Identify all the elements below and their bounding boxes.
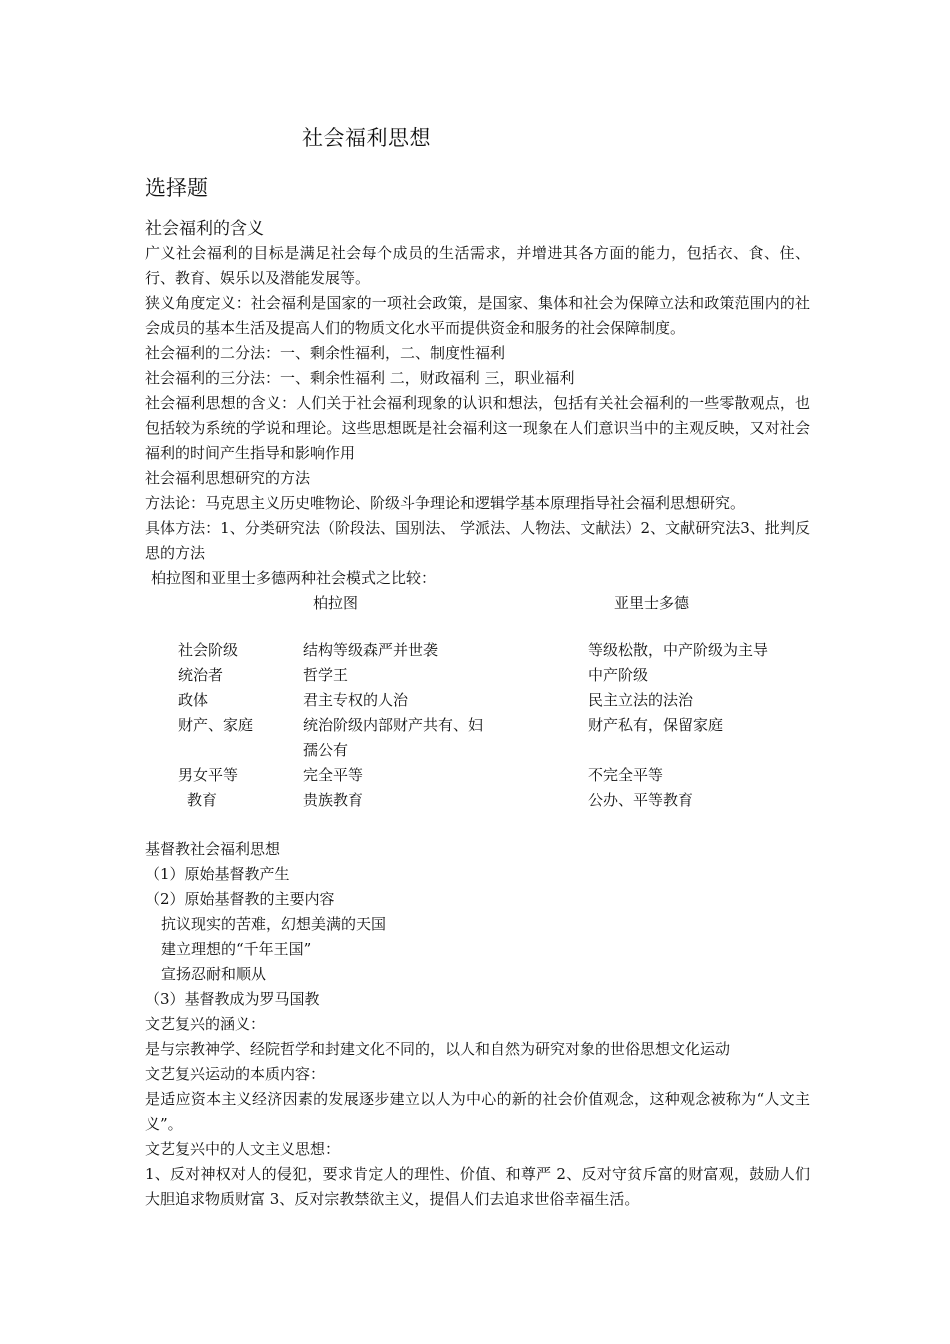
- aristotle-cell: 财产私有，保留家庭: [588, 716, 724, 734]
- document-title: 社会福利思想: [302, 126, 431, 150]
- table-row: [0, 663, 950, 688]
- plato-cell: 君主专权的人治: [303, 691, 409, 709]
- comparison-header-aristotle: 亚里士多德: [614, 594, 690, 612]
- paragraph: 社会福利的三分法：一、剩余性福利 二，财政福利 三，职业福利: [145, 369, 575, 387]
- plato-cell: 结构等级森严并世袭: [303, 641, 439, 659]
- plato-cell: 完全平等: [303, 766, 364, 784]
- comparison-header-plato: 柏拉图: [313, 594, 359, 612]
- aristotle-cell: 中产阶级: [588, 666, 649, 684]
- row-label: 统治者: [178, 666, 224, 684]
- section-heading: 选择题: [145, 176, 208, 200]
- row-label: 男女平等: [178, 766, 239, 784]
- paragraph: 1、反对神权对人的侵犯，要求肯定人的理性、价值、和尊严 2、反对守贫斥富的财富观，鼓励人们大胆追求物质财富 3、反对宗教禁欲主义，提倡人们去追求世俗幸福生活。: [145, 1165, 810, 1208]
- paragraph: 柏拉图和亚里士多德两种社会模式之比较：: [151, 569, 437, 587]
- body-section-2: [145, 837, 810, 1212]
- table-row: [0, 763, 950, 788]
- comparison-table: [0, 638, 950, 813]
- list-item: （2）原始基督教的主要内容: [145, 890, 335, 908]
- list-item: （1）原始基督教产生: [145, 865, 290, 883]
- paragraph: 文艺复兴的涵义：: [145, 1015, 266, 1033]
- paragraph: 是与宗教神学、经院哲学和封建文化不同的，以人和自然为研究对象的世俗思想文化运动: [145, 1040, 731, 1058]
- paragraph: 具体方法：1、分类研究法（阶段法、国别法、 学派法、人物法、文献法）2、文献研究法3、批判反思的方法: [145, 519, 810, 562]
- aristotle-cell: 等级松散，中产阶级为主导: [588, 641, 769, 659]
- paragraph: 方法论：马克思主义历史唯物论、阶级斗争理论和逻辑学基本原理指导社会福利思想研究。: [145, 494, 746, 512]
- list-item: （3）基督教成为罗马国教: [145, 990, 320, 1008]
- table-row: [0, 638, 950, 663]
- row-label: 财产、家庭: [178, 716, 254, 734]
- paragraph: 狭义角度定义：社会福利是国家的一项社会政策，是国家、集体和社会为保障立法和政策范围内的社会成员的基本生活及提高人们的物质文化水平而提供资金和服务的社会保障制度。: [145, 294, 810, 337]
- list-item: 建立理想的“千年王国”: [161, 940, 312, 958]
- row-label: 社会阶级: [178, 641, 239, 659]
- list-item: 宣扬忍耐和顺从: [161, 965, 267, 983]
- body-section-1: [145, 241, 810, 591]
- paragraph: 广义社会福利的目标是满足社会每个成员的生活需求，并增进其各方面的能力，包括衣、食、住、行、教育、娱乐以及潜能发展等。: [145, 244, 810, 287]
- plato-cell: 哲学王: [303, 666, 349, 684]
- aristotle-cell: 公办、平等教育: [588, 791, 694, 809]
- list-item: 抗议现实的苦难，幻想美满的天国: [161, 915, 387, 933]
- paragraph: 文艺复兴中的人文主义思想：: [145, 1140, 341, 1158]
- aristotle-cell: 民主立法的法治: [588, 691, 694, 709]
- paragraph: 社会福利思想的含义：人们关于社会福利现象的认识和想法，包括有关社会福利的一些零散观点，也包括较为系统的学说和理论。这些思想既是社会福利这一现象在人们意识当中的主观反映，又对社会福利的时间产生指导和影响作用: [145, 394, 810, 462]
- table-row: [0, 688, 950, 713]
- paragraph: 基督教社会福利思想: [145, 840, 281, 858]
- table-row: [0, 713, 950, 763]
- paragraph: 是适应资本主义经济因素的发展逐步建立以人为中心的新的社会价值观念，这种观念被称为“人文主义”。: [145, 1090, 810, 1133]
- row-label: 政体: [178, 691, 209, 709]
- plato-cell: 统治阶级内部财产共有、妇孺公有: [303, 716, 484, 759]
- plato-cell: 贵族教育: [303, 791, 364, 809]
- row-label: 教育: [187, 791, 218, 809]
- subheading: 社会福利的含义: [145, 219, 264, 239]
- paragraph: 社会福利的二分法：一、剩余性福利，二、制度性福利: [145, 344, 506, 362]
- paragraph: 文艺复兴运动的本质内容：: [145, 1065, 326, 1083]
- aristotle-cell: 不完全平等: [588, 766, 664, 784]
- paragraph: 社会福利思想研究的方法: [145, 469, 311, 487]
- table-row: [0, 788, 950, 813]
